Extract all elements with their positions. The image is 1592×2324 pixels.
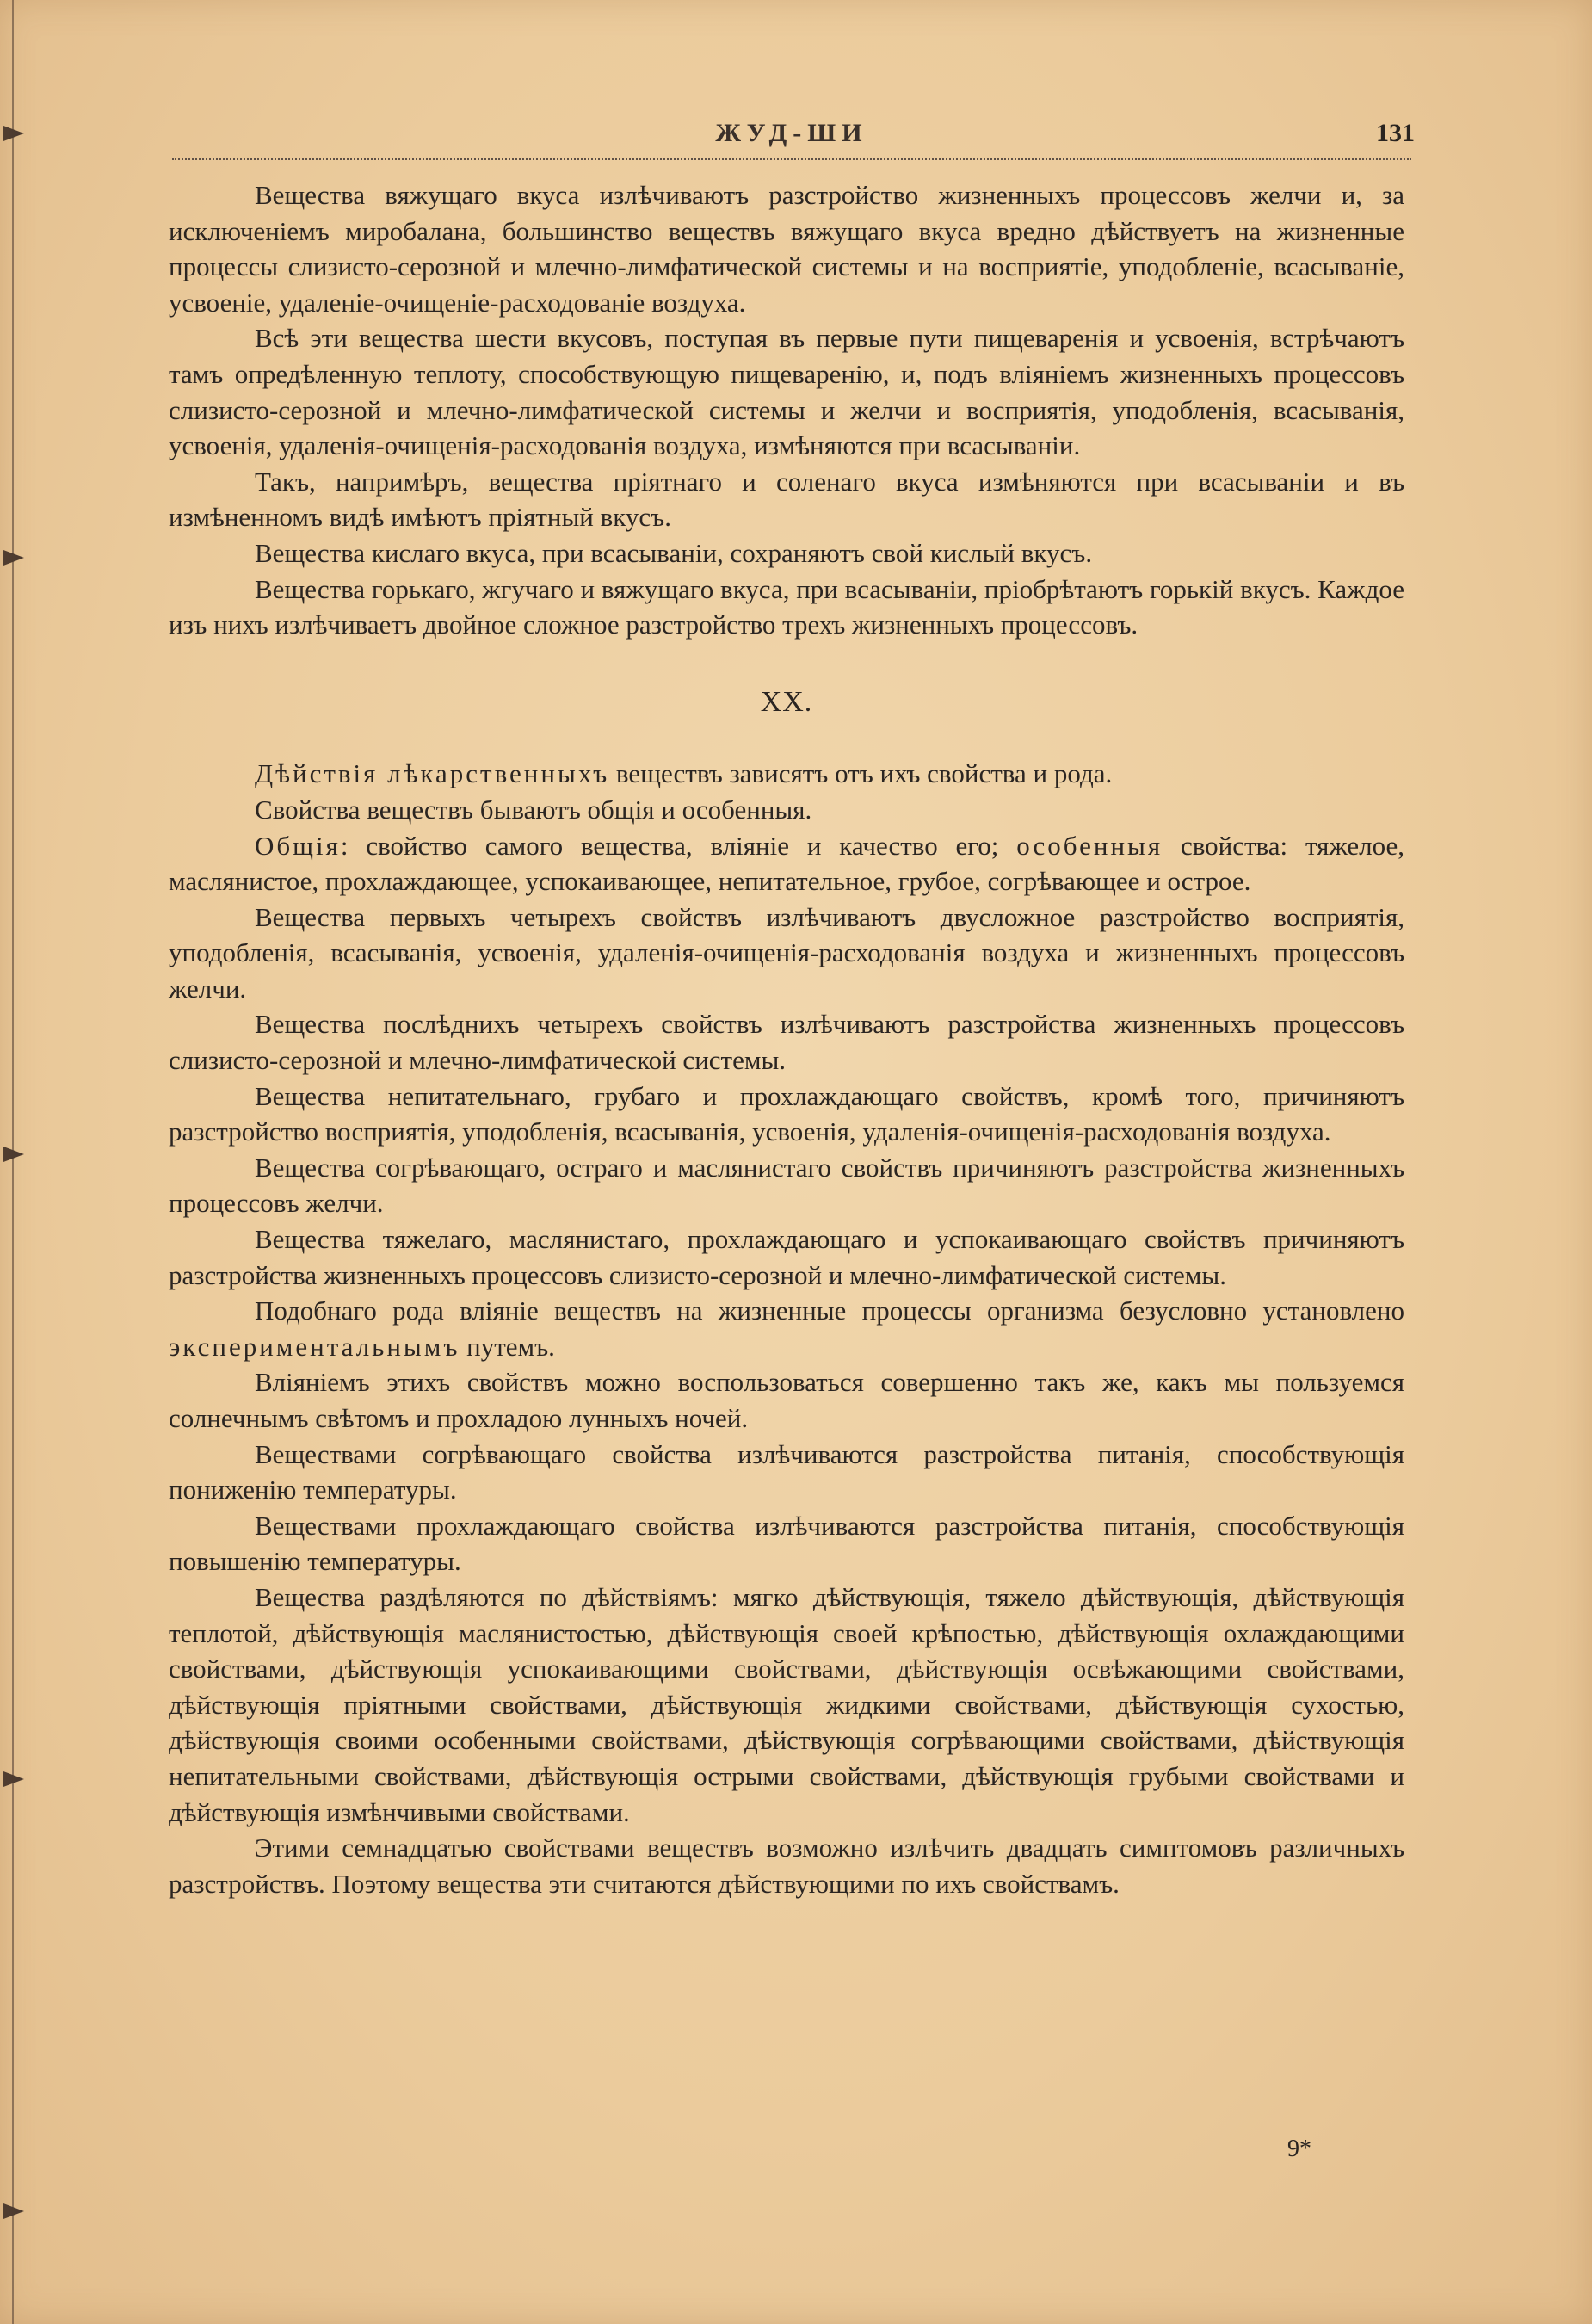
paragraph: Этими семнадцатью свойствами веществъ возможно излѣчить двадцать симптомовъ различныхъ разстройствъ. Поэтому вещества эти считаются дѣйствующими по ихъ свойствамъ. <box>169 1833 1404 1899</box>
paragraph: Свойства веществъ бываютъ общiя и особенныя. <box>255 794 812 825</box>
binding-tab-marker <box>3 2203 24 2219</box>
running-head: ЖУД-ШИ <box>715 119 868 147</box>
paragraph: Веществами прохлаждающаго свойства излѣчиваются разстройства питанiя, способствующiя повышенiю температуры. <box>169 1510 1404 1577</box>
paragraph: Веществами согрѣвающаго свойства излѣчиваются разстройства питанiя, способствующiя пониженiю температуры. <box>169 1438 1404 1505</box>
spaced-emphasis: Общiя <box>255 830 341 861</box>
paragraph: Вещества горькаго, жгучаго и вяжущаго вкуса, при всасыванiи, прiобрѣтаютъ горькiй вкусъ. Каждое изъ нихъ излѣчиваетъ двойное сложное разстройство трехъ жизненныхъ процессовъ. <box>169 573 1404 640</box>
paragraph: Такъ, напримѣръ, вещества прiятнаго и соленаго вкуса измѣняются при всасыванiи и въ измѣненномъ видѣ имѣютъ прiятный вкусъ. <box>169 466 1404 533</box>
signature-mark: 9* <box>1287 2135 1311 2162</box>
paragraph-text: веществъ зависятъ отъ ихъ свойства и рода. <box>609 758 1113 789</box>
binding-tab-marker <box>3 126 24 141</box>
paragraph-text: Подобнаго рода вліянiе веществъ на жизненные процессы организма безусловно установлено <box>255 1295 1404 1326</box>
paragraph: Вліянiемъ этихъ свойствъ можно воспользоваться совершенно такъ же, какъ мы пользуемся солнечнымъ свѣтомъ и прохладою лунныхъ ночей. <box>169 1367 1404 1433</box>
binding-tab-marker <box>3 550 24 566</box>
paragraph-text: : свойство самого вещества, вліянiе и качество его; <box>340 830 1017 861</box>
paragraph: Вещества раздѣляются по дѣйствiямъ: мягко дѣйствующiя, тяжело дѣйствующiя, дѣйствующiя теплотой, дѣйствующiя маслянистостью, дѣйствующiя своей крѣпостью, дѣйствующiя охлаждающими свойствами, дѣйствующiя успокаивающими свойствами, дѣйствующiя освѣжающими свойствами, дѣйствующiя прiятными свойствами, дѣйствующiя жидкими свойствами, дѣйствующiя сухостью, дѣйствующiя своими особенными свойствами, дѣйствующiя согрѣвающими свойствами, дѣйствующiя непитательными свойствами, дѣйствующiя острыми свойствами, дѣйствующiя грубыми свойствами и дѣйствующiя измѣнчивыми свойствами. <box>169 1581 1404 1827</box>
binding-rule <box>12 0 14 2324</box>
page-body <box>169 177 1404 1901</box>
binding-tab-marker <box>3 1771 24 1787</box>
spaced-emphasis: Дѣйствiя лѣкарственныхъ <box>255 758 610 789</box>
paragraph <box>169 1293 1404 1364</box>
paragraph <box>169 756 1404 792</box>
spaced-emphasis: экспериментальнымъ <box>169 1331 460 1362</box>
paragraph-text: путемъ. <box>460 1331 555 1362</box>
page-header <box>172 119 1415 157</box>
page-number: 131 <box>1376 119 1415 147</box>
spaced-emphasis: особенныя <box>1016 830 1163 861</box>
paragraph: Вещества непитательнаго, грубаго и прохлаждающаго свойствъ, кромѣ того, причиняютъ разстройство восприятiя, уподобленiя, всасыванiя, усвоенiя, удаленiя-очищенiя-расходованiя воздуха. <box>169 1080 1404 1147</box>
binding-tab-marker <box>3 1147 24 1162</box>
paragraph: Вещества согрѣвающаго, остраго и маслянистаго свойствъ причиняютъ разстройства жизненныхъ процессовъ желчи. <box>169 1152 1404 1219</box>
paragraph: Вещества кислаго вкуса, при всасыванiи, сохраняютъ свой кислый вкусъ. <box>255 537 1093 568</box>
paragraph: Вещества тяжелаго, маслянистаго, прохлаждающаго и успокаивающаго свойствъ причиняютъ разстройства жизненныхъ процессовъ слизисто-серозной и млечно-лимфатической системы. <box>169 1224 1404 1290</box>
paragraph: Вещества вяжущаго вкуса излѣчиваютъ разстройство жизненныхъ процессовъ желчи и, за исключенiемъ миробалана, большинство веществъ вяжущаго вкуса вредно дѣйствуетъ на жизненные процессы слизисто-серозной и млечно-лимфатической системы и на восприятiе, уподобленiе, всасыванiе, усвоенiе, удаленiе-очищенiе-расходованiе воздуха. <box>169 180 1404 318</box>
paragraph: Вещества послѣднихъ четырехъ свойствъ излѣчиваютъ разстройства жизненныхъ процессовъ слизисто-серозной и млечно-лимфатической системы. <box>169 1009 1404 1076</box>
section-heading: XX. <box>760 685 813 718</box>
header-rule <box>172 158 1411 160</box>
paragraph: Всѣ эти вещества шести вкусовъ, поступая въ первые пути пищеваренiя и усвоенiя, встрѣчаютъ тамъ опредѣленную теплоту, способствующую пищеваренiю, и, подъ вліянiемъ жизненныхъ процессовъ слизисто-серозной и млечно-лимфатической системы и желчи и восприятiя, уподобленiя, всасыванiя, усвоенiя, удаленiя-очищенiя-расходованiя воздуха, измѣняются при всасыванiи. <box>169 323 1404 461</box>
paragraph-text: свойства: тяжелое, маслянистое, прохлаждающее, успокаивающее, непитательное, грубое, согрѣвающее и острое. <box>169 830 1404 897</box>
paragraph <box>169 828 1404 899</box>
paragraph: Вещества первыхъ четырехъ свойствъ излѣчиваютъ двусложное разстройство восприятiя, уподобленiя, всасыванiя, усвоенiя, удаленiя-очищенiя-расходованiя воздуха и жизненныхъ процессовъ желчи. <box>169 901 1404 1004</box>
